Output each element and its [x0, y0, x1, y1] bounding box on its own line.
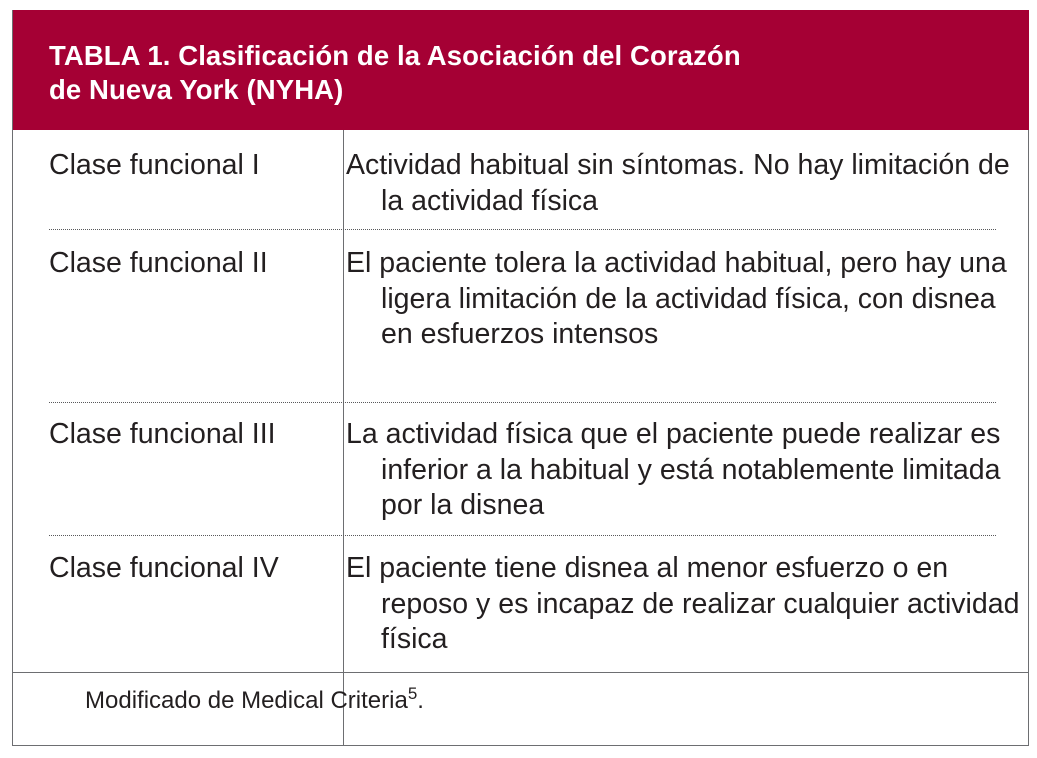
row-separator — [49, 402, 996, 403]
table-title-line-2: de Nueva York (NYHA) — [49, 74, 344, 105]
functional-class-description: Actividad habitual sin síntomas. No hay limitación de la actividad física — [346, 149, 1010, 217]
functional-class-description: El paciente tolera la actividad habitual, pero hay una ligera limitación de la actividad física, con disnea en esfuerzos intensos — [346, 247, 1007, 350]
row-separator — [49, 535, 996, 536]
table-title — [49, 39, 1029, 107]
functional-class-description: La actividad física que el paciente puede realizar es inferior a la habitual y está notablemente limitada por la disnea — [346, 418, 1001, 521]
functional-class-label: Clase funcional III — [49, 418, 276, 450]
footnote-reference: 5 — [407, 684, 418, 703]
row-separator — [49, 229, 996, 230]
table-title-line-1: TABLA 1. Clasificación de la Asociación del Corazón — [49, 40, 741, 71]
footnote-text: Modificado de Medical Criteria — [85, 687, 408, 714]
footer-rule — [13, 672, 1029, 673]
nyha-classification-table — [12, 10, 1029, 746]
footnote-end: . — [417, 687, 424, 714]
functional-class-label: Clase funcional IV — [49, 552, 279, 584]
functional-class-label: Clase funcional I — [49, 149, 260, 181]
functional-class-label: Clase funcional II — [49, 247, 268, 279]
column-divider — [343, 130, 344, 746]
table-footnote — [85, 684, 424, 718]
functional-class-description: El paciente tiene disnea al menor esfuerzo o en reposo y es incapaz de realizar cualquier actividad física — [346, 552, 1020, 655]
table-header — [13, 10, 1029, 130]
